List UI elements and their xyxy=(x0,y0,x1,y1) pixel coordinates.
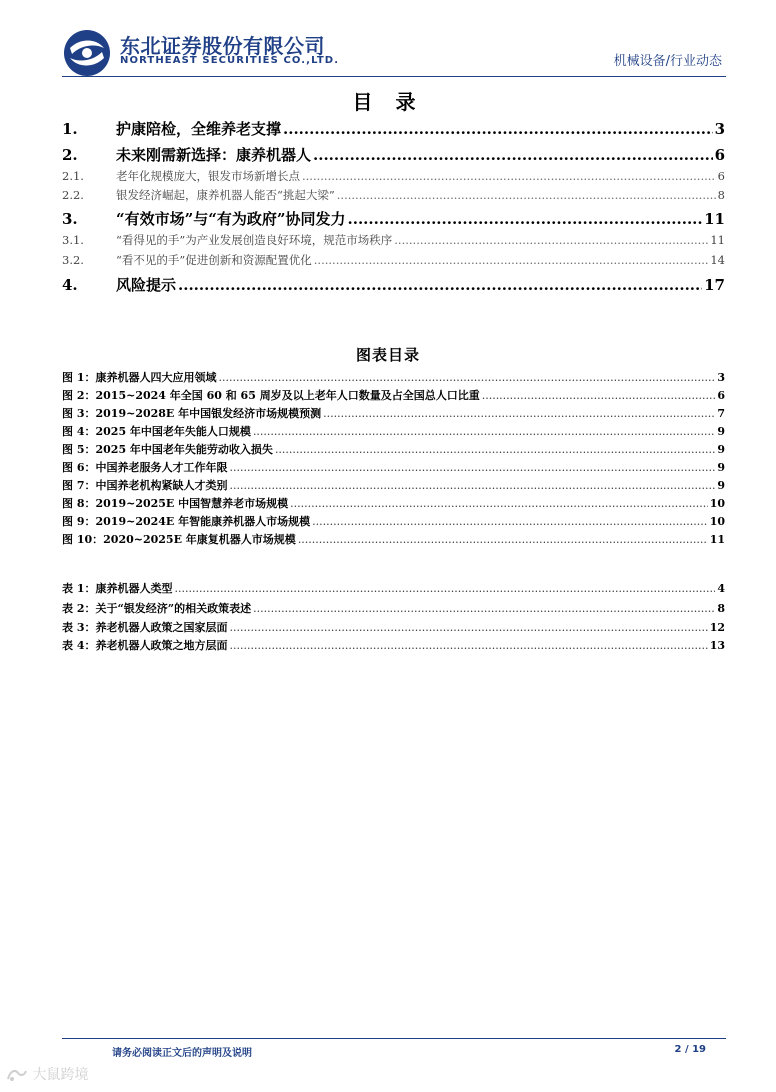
dot-leader xyxy=(229,461,715,474)
dot-leader xyxy=(290,497,708,510)
table-entry-page: 13 xyxy=(709,639,725,652)
table-entry-title: 表 2：关于“银发经济”的相关政策表述 xyxy=(62,602,252,615)
toc-entry[interactable] xyxy=(62,144,725,165)
figures-title: 图表目录 xyxy=(355,346,420,364)
dot-leader xyxy=(275,443,715,456)
table-entry-page: 4 xyxy=(717,582,725,595)
figure-entry-title: 图 4：2025 年中国老年失能人口规模 xyxy=(62,425,251,438)
toc-entry-page: 14 xyxy=(710,253,725,267)
figure-entry-title: 图 10：2020~2025E 年康复机器人市场规模 xyxy=(62,533,296,546)
toc-entry[interactable] xyxy=(62,187,725,203)
toc-entry-page: 3 xyxy=(714,120,725,138)
toc-entry[interactable] xyxy=(62,208,725,229)
dot-leader xyxy=(298,533,708,546)
figure-entry[interactable] xyxy=(62,459,725,475)
figure-entry-title: 图 1：康养机器人四大应用领域 xyxy=(62,371,217,384)
figure-entry-page: 9 xyxy=(717,461,725,474)
industry-tag: 机械设备/行业动态 xyxy=(613,54,722,69)
figure-entry[interactable] xyxy=(62,441,725,457)
toc-entry-page: 11 xyxy=(704,210,725,228)
dot-leader xyxy=(178,276,702,294)
figure-entry-page: 10 xyxy=(709,497,725,510)
table-entry[interactable] xyxy=(62,619,725,635)
toc-title: 目 录 xyxy=(352,90,424,114)
figure-entry-title: 图 3：2019~2028E 年中国银发经济市场规模预测 xyxy=(62,407,322,420)
table-entry[interactable] xyxy=(62,637,725,653)
toc-entry[interactable] xyxy=(62,252,725,268)
dot-leader xyxy=(337,188,716,202)
table-entry-title: 表 3：养老机器人政策之国家层面 xyxy=(62,621,228,634)
dot-leader xyxy=(312,515,708,528)
toc-entry-title: 风险提示 xyxy=(116,276,177,294)
toc-entry[interactable] xyxy=(62,232,725,248)
toc-entry[interactable] xyxy=(62,118,725,139)
figure-entry-page: 6 xyxy=(717,389,725,402)
figure-entry-title: 图 5：2025 年中国老年失能劳动收入损失 xyxy=(62,443,273,456)
dot-leader xyxy=(313,146,713,164)
toc-entry-page: 6 xyxy=(717,169,725,183)
watermark-logo-icon xyxy=(6,1067,28,1083)
toc-entry-title: 老年化规模庞大，银发市场新增长点 xyxy=(116,169,300,183)
figure-entry[interactable] xyxy=(62,513,725,529)
figure-entry-title: 图 8：2019~2025E 中国智慧养老市场规模 xyxy=(62,497,289,510)
toc-entry-title: “看不见的手”促进创新和资源配置优化 xyxy=(116,253,312,267)
dot-leader xyxy=(253,602,715,615)
figure-entry-page: 9 xyxy=(717,443,725,456)
dot-leader xyxy=(482,389,716,402)
table-entry-page: 8 xyxy=(717,602,725,615)
company-logo-icon xyxy=(62,28,112,78)
toc-entry-number: 3. xyxy=(62,210,78,228)
toc-entry[interactable] xyxy=(62,274,725,295)
toc-entry-title: “有效市场”与“有为政府”协同发力 xyxy=(116,210,346,228)
dot-leader xyxy=(229,479,715,492)
dot-leader xyxy=(229,621,707,634)
table-entry[interactable] xyxy=(62,600,725,616)
figure-entry-page: 3 xyxy=(717,371,725,384)
figure-entry-page: 10 xyxy=(709,515,725,528)
toc-entry-page: 6 xyxy=(714,146,725,164)
toc-entry-number: 2.1. xyxy=(62,169,84,183)
table-entry-title: 表 4：养老机器人政策之地方层面 xyxy=(62,639,228,652)
figure-entry[interactable] xyxy=(62,423,725,439)
dot-leader xyxy=(323,407,715,420)
dot-leader xyxy=(302,169,716,183)
figure-entry-title: 图 7：中国养老机构紧缺人才类别 xyxy=(62,479,228,492)
toc-entry-number: 3.1. xyxy=(62,233,84,247)
toc-entry-page: 17 xyxy=(704,276,725,294)
figure-entry[interactable] xyxy=(62,531,725,547)
watermark xyxy=(6,1064,88,1084)
figure-entry[interactable] xyxy=(62,369,725,385)
figure-entry-page: 9 xyxy=(717,479,725,492)
figure-entry-title: 图 9：2019~2024E 年智能康养机器人市场规模 xyxy=(62,515,311,528)
figure-entry-title: 图 2：2015~2024 年全国 60 和 65 周岁及以上老年人口数量及占全国总人口比重 xyxy=(62,389,480,402)
watermark-text: 大鼠跨境 xyxy=(32,1067,89,1083)
figure-entry[interactable] xyxy=(62,387,725,403)
toc-entry-number: 2.2. xyxy=(62,188,84,202)
toc-entry-number: 1. xyxy=(62,120,78,138)
dot-leader xyxy=(174,582,715,595)
page-header xyxy=(0,0,776,80)
figure-entry[interactable] xyxy=(62,405,725,421)
figure-entry-page: 9 xyxy=(717,425,725,438)
figure-entry-title: 图 6：中国养老服务人才工作年限 xyxy=(62,461,228,474)
figure-entry[interactable] xyxy=(62,495,725,511)
table-entry-page: 12 xyxy=(709,621,725,634)
toc-entry-number: 4. xyxy=(62,276,78,294)
dot-leader xyxy=(283,120,713,138)
dot-leader xyxy=(218,371,715,384)
toc-entry-title: 未来刚需新选择：康养机器人 xyxy=(116,146,312,164)
dot-leader xyxy=(253,425,715,438)
disclaimer-note: 请务必阅读正文后的声明及说明 xyxy=(112,1048,252,1059)
footer-divider xyxy=(62,1038,726,1039)
toc-entry-number: 3.2. xyxy=(62,253,84,267)
toc-entry-page: 11 xyxy=(710,233,725,247)
toc-entry-page: 8 xyxy=(717,188,725,202)
toc-entry-title: “看得见的手”为产业发展创造良好环境，规范市场秩序 xyxy=(116,233,393,247)
toc-entry-number: 2. xyxy=(62,146,78,164)
company-name-en: NORTHEAST SECURITIES CO.,LTD. xyxy=(120,55,340,66)
table-entry-title: 表 1：康养机器人类型 xyxy=(62,582,173,595)
company-name-cn: 东北证券股份有限公司 xyxy=(120,34,325,58)
table-entry[interactable] xyxy=(62,580,725,596)
figure-entry-page: 11 xyxy=(709,533,725,546)
dot-leader xyxy=(229,639,707,652)
dot-leader xyxy=(348,210,703,228)
dot-leader xyxy=(314,253,709,267)
page-number: 2 / 19 xyxy=(674,1044,706,1055)
figure-entry[interactable] xyxy=(62,477,725,493)
header-divider xyxy=(62,76,726,77)
toc-entry-title: 银发经济崛起，康养机器人能否“挑起大梁” xyxy=(116,188,335,202)
toc-entry[interactable] xyxy=(62,168,725,184)
dot-leader xyxy=(394,233,708,247)
toc-entry-title: 护康陪检，全维养老支撑 xyxy=(116,120,282,138)
figure-entry-page: 7 xyxy=(717,407,725,420)
